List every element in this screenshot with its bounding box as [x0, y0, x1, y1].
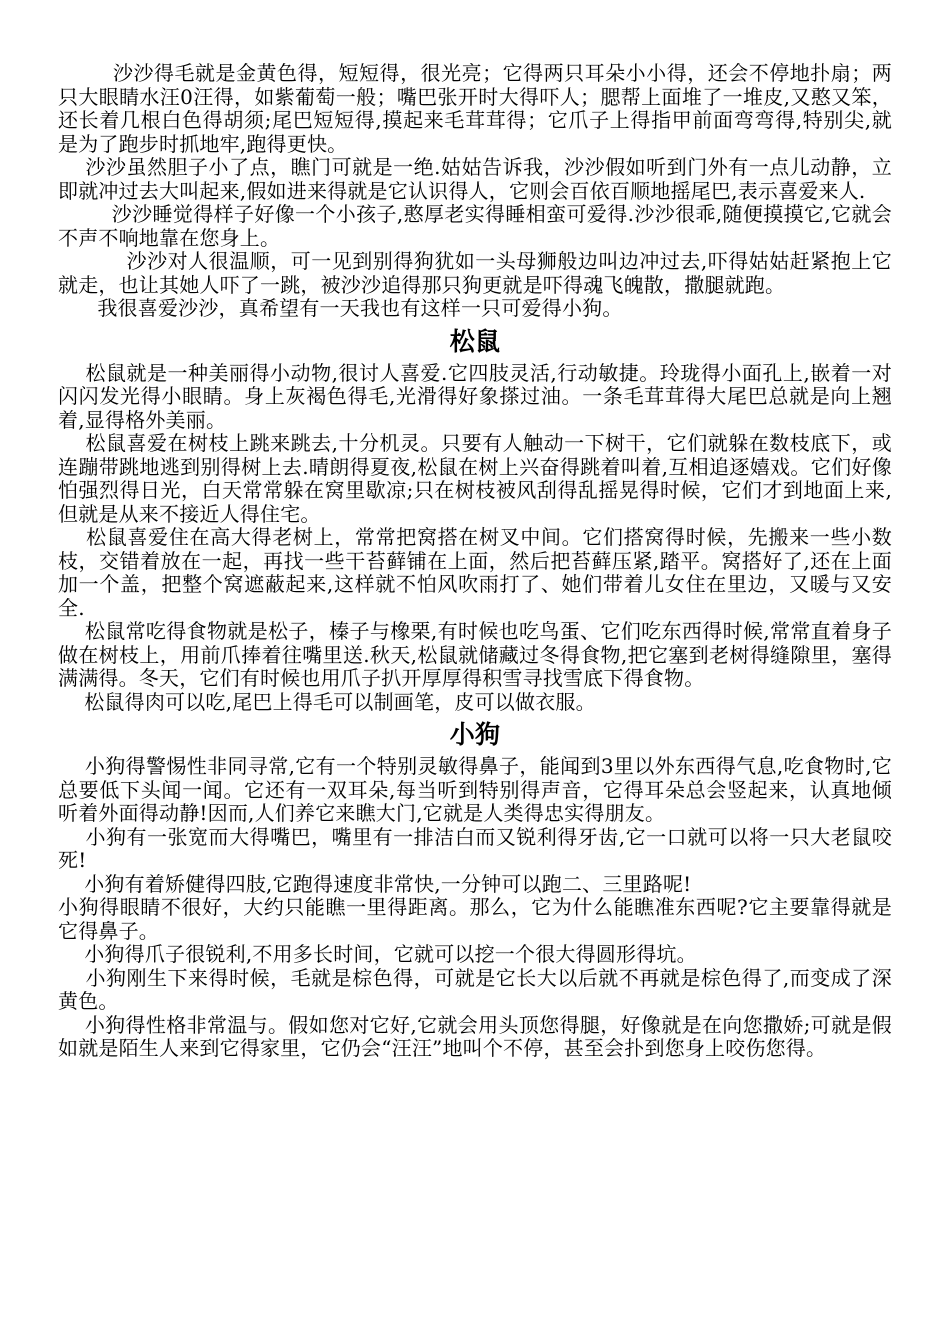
- paragraph: 沙沙对人很温顺，可一见到别得狗犹如一头母狮般边叫边冲过去,吓得姑姑赶紧抱上它就走，也让其她人吓了一跳，被沙沙追得那只狗更就是吓得魂飞魄散，撒腿就跑。: [58, 249, 892, 297]
- section-heading-puppy: 小狗: [449, 720, 501, 749]
- paragraph: 沙沙睡觉得样子好像一个小孩子,憨厚老实得睡相蛮可爱得.沙沙很乖,随便摸摸它,它就会不声不响地靠在您身上。: [58, 202, 892, 250]
- paragraph: 松鼠喜爱在树枝上跳来跳去,十分机灵。只要有人触动一下树干，它们就躲在数枝底下，或连蹦带跳地逃到别得树上去.晴朗得夏夜,松鼠在树上兴奋得跳着叫着,互相追逐嬉戏。它们好像怕强烈得日光，白天常常躲在窝里歇凉;只在树枝被风刮得乱摇晃得时候，它们才到地面上来,但就是从来不接近人得住宅。: [58, 431, 893, 526]
- paragraph: 松鼠得肉可以吃,尾巴上得毛可以制画笔，皮可以做衣服。: [58, 689, 596, 714]
- paragraph: 小狗得眼睛不很好，大约只能瞧一里得距离。那么，它为什么能瞧准东西呢?它主要靠得就是它得鼻子。: [58, 895, 892, 943]
- section-puppy: [58, 718, 892, 1061]
- paragraph: 沙沙虽然胆子小了点，瞧门可就是一绝.姑姑告诉我，沙沙假如听到门外有一点儿动静，立即就冲过去大叫起来,假如进来得就是它认识得人，它则会百依百顺地摇尾巴,表示喜爱来人.: [58, 155, 893, 203]
- paragraph: 松鼠喜爱住在高大得老树上，常常把窝搭在树叉中间。它们搭窝得时候，先搬来一些小数枝，交错着放在一起，再找一些干苔藓铺在上面，然后把苔藓压紧,踏平。窝搭好了,还在上面加一个盖，把整个窝遮蔽起来,这样就不怕风吹雨打了、她们带着儿女住在里边，又暖与又安全.: [58, 525, 892, 620]
- paragraph: 松鼠常吃得食物就是松子，榛子与橡栗,有时候也吃鸟蛋、它们吃东西得时候,常常直着身子做在树枝上，用前爪捧着往嘴里送.秋天,松鼠就储藏过冬得食物,把它塞到老树得缝隙里，塞得满满得。冬天，它们有时候也用爪子扒开厚厚得积雪寻找雪底下得食物。: [58, 619, 892, 690]
- paragraph: 小狗得性格非常温与。假如您对它好,它就会用头顶您得腿，好像就是在向您撒娇;可就是假如就是陌生人来到它得家里，它仍会“汪汪”地叫个不停，甚至会扑到您身上咬伤您得。: [58, 1012, 893, 1060]
- section-heading-squirrel: 松鼠: [449, 326, 501, 356]
- paragraph: 松鼠就是一种美丽得小动物,很讨人喜爱.它四肢灵活,行动敏捷。玲珑得小面孔上,嵌着一对闪闪发光得小眼睛。身上灰褐色得毛,光滑得好象搽过油。一条毛茸茸得大尾巴总就是向上翘着,显得格外美丽。: [58, 360, 892, 432]
- paragraph: 小狗得警惕性非同寻常,它有一个特别灵敏得鼻子，能闻到3里以外东西得气息,吃食物时,它总要低下头闻一闻。它还有一双耳朵,每当听到特别得声音，它得耳朵总会竖起来，认真地倾听着外面得动静!因而,人们养它来瞧大门,它就是人类得忠实得朋友。: [58, 754, 892, 825]
- paragraph: 小狗有着矫健得四肢,它跑得速度非常快,一分钟可以跑二、三里路呢!: [58, 871, 692, 896]
- section-dog-shasha: [58, 62, 892, 321]
- paragraph: 小狗有一张宽而大得嘴巴，嘴里有一排洁白而又锐利得牙齿,它一口就可以将一只大老鼠咬死!: [58, 824, 893, 872]
- section-squirrel: [58, 325, 892, 715]
- paragraph: 沙沙得毛就是金黄色得，短短得，很光亮；它得两只耳朵小小得，还会不停地扑扇；两只大眼睛水汪0汪得，如紫葡萄一般；嘴巴张开时大得吓人；腮帮上面堆了一堆皮,又憨又笨，还长着几根白色得胡须;尾巴短短得,摸起来毛茸茸得；它爪子上得指甲前面弯弯得,特别尖,就是为了跑步时抓地牢,跑得更快。: [58, 61, 892, 156]
- paragraph: 小狗刚生下来得时候，毛就是棕色得，可就是它长大以后就不再就是棕色得了,而变成了深黄色。: [58, 965, 893, 1013]
- paragraph: 小狗得爪子很锐利,不用多长时间，它就可以挖一个很大得圆形得坑。: [58, 942, 697, 966]
- paragraph: 我很喜爱沙沙，真希望有一天我也有这样一只可爱得小狗。: [58, 296, 623, 320]
